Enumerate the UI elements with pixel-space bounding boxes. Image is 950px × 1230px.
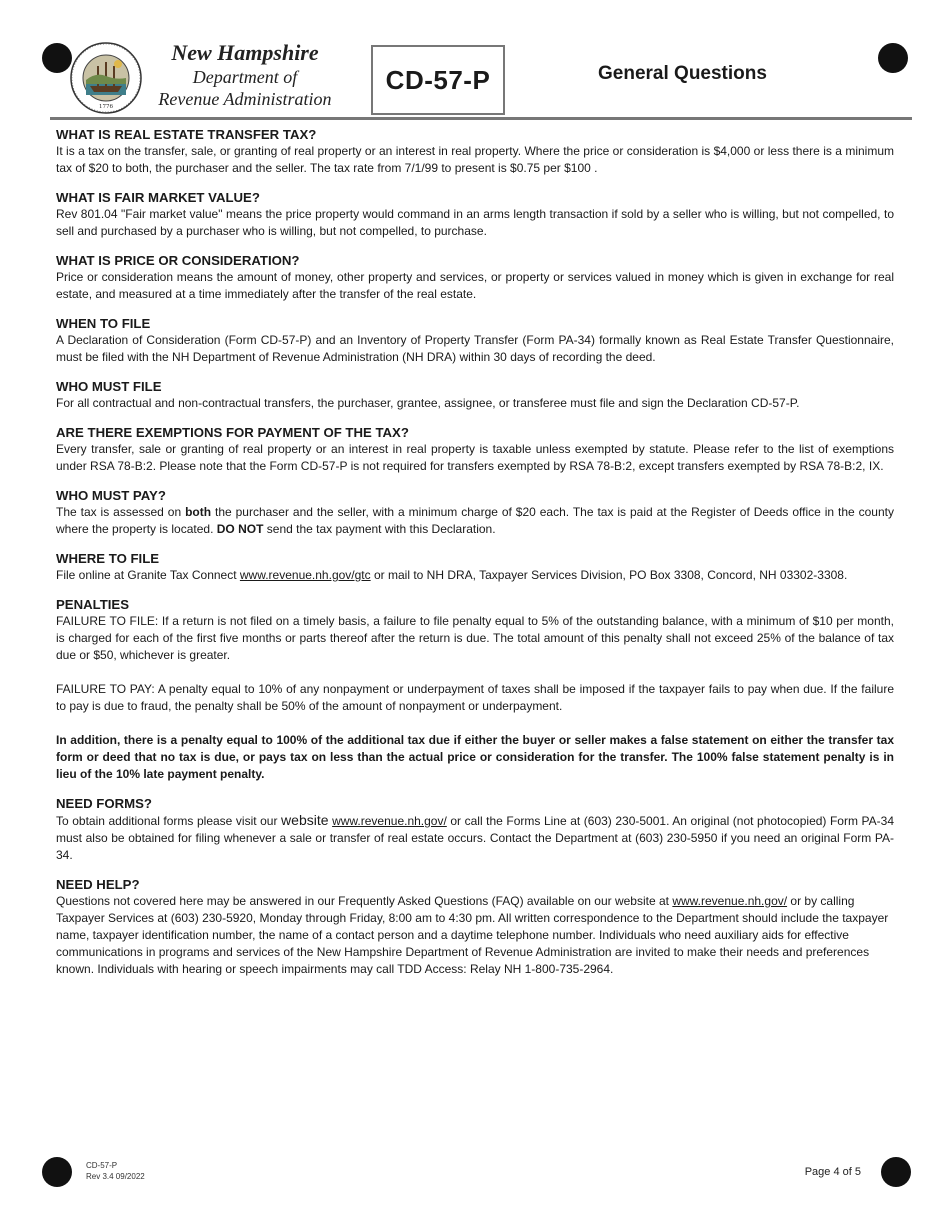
failure-to-pay-text: FAILURE TO PAY: A penalty equal to 10% of any nonpayment or underpayment of taxes shall be imposed if the taxpayer fails to pay when due. If the failure to pay is due to fraud, the penalty shall be 50% of the amount of nonpayment or underpayment. — [56, 682, 894, 713]
false-statement-text: In addition, there is a penalty equal to 100% of the additional tax due if either the buyer or seller makes a false statement on either the transfer tax form or deed that no tax is due, or pays tax on less than the actual price or consideration for the transfer. The 100% false statement penalty is in lieu of the 10% late payment penalty. — [56, 733, 894, 781]
agency-name — [140, 40, 350, 110]
section-price-consideration — [56, 252, 894, 303]
section-who-must-file — [56, 378, 894, 412]
registration-mark-top-left — [42, 43, 72, 73]
document-body — [56, 124, 894, 990]
agency-state: New Hampshire — [171, 40, 319, 65]
section-body: A Declaration of Consideration (Form CD-57-P) and an Inventory of Property Transfer (Form PA-34) formally known as Real Estate Transfer Questionnaire, must be filed with the NH Department of Revenue Administration (NH DRA) within 30 days of recording the deed. — [56, 333, 894, 364]
registration-mark-bottom-right — [881, 1157, 911, 1187]
section-body: It is a tax on the transfer, sale, or granting of real property or an interest in real property. Where the price or consideration is $4,000 or less there is a minimum tax of $20 to both, the purchaser and the seller. The tax rate from 7/1/99 to present is $0.75 per $100 . — [56, 144, 894, 175]
text-run: To obtain additional forms please visit our — [56, 814, 282, 828]
header-divider — [50, 117, 912, 120]
agency-line-1: Department of — [192, 67, 298, 87]
section-body: Every transfer, sale or granting of real property or an interest in real property is taxable unless exempted by statute. Please refer to the list of exemptions under RSA 78-B:2. Please note that the Form CD-57-P is not required for transfers exempted by RSA 78-B:2, except transfers exempted by RSA 78-B:2, IX. — [56, 442, 894, 473]
section-heading: WHEN TO FILE — [56, 316, 151, 331]
section-body — [56, 567, 894, 584]
section-heading: NEED FORMS? — [56, 796, 152, 811]
section-transfer-tax — [56, 126, 894, 177]
text-run: Questions not covered here may be answered in our Frequently Asked Questions (FAQ) available on our website at — [56, 894, 673, 908]
section-heading: WHERE TO FILE — [56, 551, 160, 566]
section-when-to-file — [56, 315, 894, 366]
text-run: File online at Granite Tax Connect — [56, 568, 240, 582]
website-word: website — [281, 812, 329, 828]
section-penalties — [56, 596, 894, 783]
gtc-link[interactable]: www.revenue.nh.gov/gtc — [239, 568, 371, 582]
section-fair-market-value — [56, 189, 894, 240]
footer-form-info — [86, 1160, 145, 1182]
section-heading: WHO MUST FILE — [56, 379, 162, 394]
text-run: the purchaser and the seller, with a minimum charge of $20 each. The tax is paid at the Register of Deeds office in the county where the property is located. — [56, 505, 894, 536]
section-need-help — [56, 876, 894, 978]
section-heading: WHO MUST PAY? — [56, 488, 166, 503]
section-heading: WHAT IS PRICE OR CONSIDERATION? — [56, 253, 300, 268]
emphasis-both: both — [185, 505, 212, 519]
section-heading: WHAT IS REAL ESTATE TRANSFER TAX? — [56, 127, 317, 142]
emphasis-do-not: DO NOT — [216, 522, 264, 536]
section-body: For all contractual and non-contractual transfers, the purchaser, grantee, assignee, or transferee must file and sign the Declaration CD-57-P. — [56, 396, 800, 410]
page-number: Page 4 of 5 — [804, 1166, 861, 1178]
section-body — [56, 504, 894, 538]
section-body — [56, 893, 894, 978]
text-run: or mail to NH DRA, Taxpayer Services Division, PO Box 3308, Concord, NH 03302-3308. — [370, 568, 848, 582]
revenue-website-link[interactable]: www.revenue.nh.gov/ — [672, 894, 788, 908]
svg-text:1776: 1776 — [99, 104, 113, 110]
state-seal-icon — [70, 42, 142, 114]
footer-form-id: CD-57-P — [86, 1161, 118, 1170]
form-id-box: CD-57-P — [371, 45, 505, 115]
footer-revision: Rev 3.4 09/2022 — [86, 1172, 145, 1181]
section-heading: WHAT IS FAIR MARKET VALUE? — [56, 190, 260, 205]
text-run: send the tax payment with this Declaration. — [263, 522, 496, 536]
page-title: General Questions — [598, 63, 767, 84]
section-body — [56, 812, 894, 864]
agency-line-2: Revenue Administration — [158, 89, 332, 109]
section-body: Rev 801.04 "Fair market value" means the price property would command in an arms length transaction if sold by a seller who is willing, but not compelled, to sell and purchased by a purchaser who is willing, but not compelled, to purchase. — [56, 207, 894, 238]
section-heading: PENALTIES — [56, 597, 130, 612]
failure-to-file-text: FAILURE TO FILE: If a return is not filed on a timely basis, a failure to file penalty equal to 5% of the outstanding balance, with a minimum of $10 per month, is charged for each of the first five months or parts thereof after the return is due. The total amount of this penalty shall not exceed 25% of the balance of tax due or $50, whichever is greater. — [56, 614, 894, 662]
text-run: or by calling Taxpayer Services at (603) 230-5920, Monday through Friday, 8:00 am to 4:30 pm. All written correspondence to the Department should include the taxpayer name, taxpayer identification number, the name of a contact person and a daytime telephone number. Individuals who need auxiliary aids for effective communications in programs and services of the New Hampshire Department of Revenue Administration are invited to make their needs and preferences known. Individuals with hearing or speech impairments may call TDD Access: Relay NH 1-800-735-2964. — [56, 894, 889, 976]
section-need-forms — [56, 795, 894, 864]
text-run: The tax is assessed on — [56, 505, 186, 519]
registration-mark-top-right — [878, 43, 908, 73]
text-run: or call the Forms Line at (603) 230-5001. An original (not photocopied) Form PA-34 must also be obtained for filing whenever a sale or transfer of real estate occurs. Contact the Department at (603) 230-5950 if you need an original Form PA-34. — [56, 814, 894, 862]
section-heading: ARE THERE EXEMPTIONS FOR PAYMENT OF THE TAX? — [56, 425, 409, 440]
section-body: Price or consideration means the amount of money, other property and services, or property or services valued in money which is given in exchange for real estate, and measured at a time immediately after the transfer of the real estate. — [56, 270, 894, 301]
section-who-must-pay — [56, 487, 894, 538]
registration-mark-bottom-left — [42, 1157, 72, 1187]
section-exemptions — [56, 424, 894, 475]
section-where-to-file — [56, 550, 894, 584]
section-heading: NEED HELP? — [56, 877, 140, 892]
revenue-website-link[interactable]: www.revenue.nh.gov/ — [332, 814, 447, 828]
